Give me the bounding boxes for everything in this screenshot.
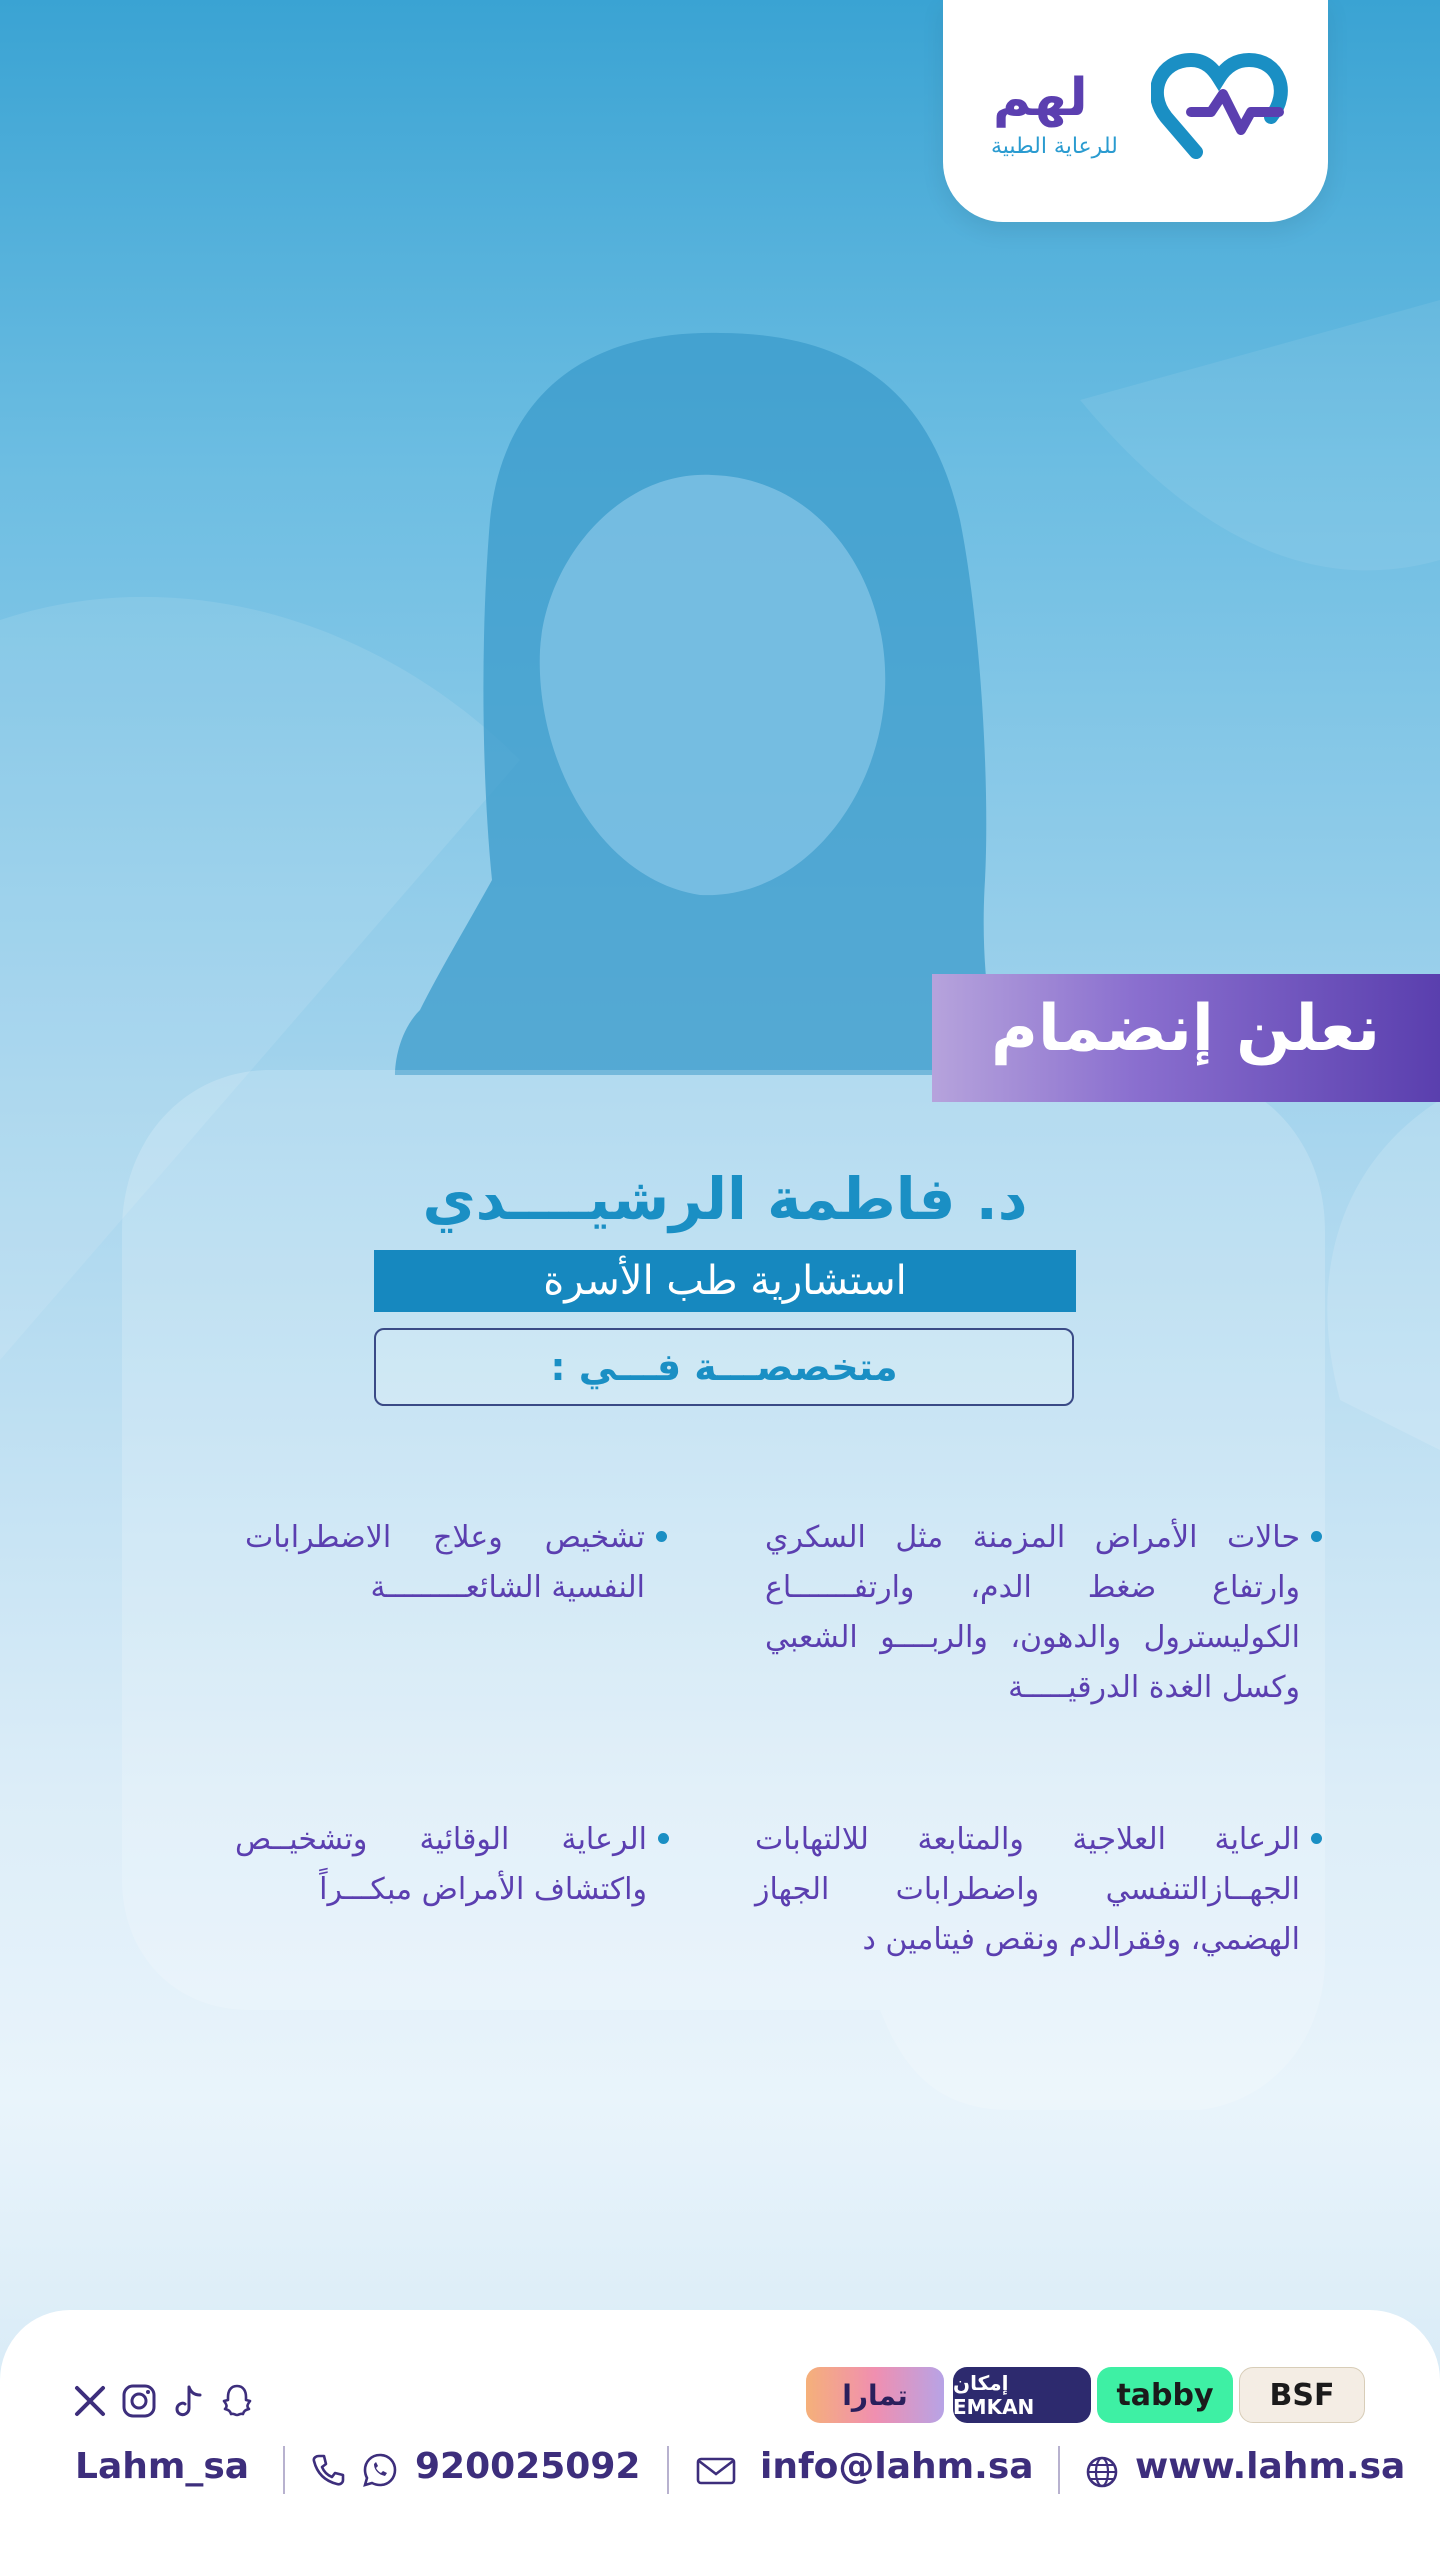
social-handle[interactable]: Lahm_sa	[75, 2446, 250, 2487]
bullet-dot	[1311, 1833, 1322, 1844]
bullet-dot	[658, 1833, 669, 1844]
bsf-label: BSF	[1269, 2377, 1335, 2413]
specialties-label: متخصصـــة فـــي :	[550, 1345, 898, 1389]
logo-tagline: للرعاية الطبية	[991, 134, 1118, 159]
phone-number[interactable]: 920025092	[415, 2446, 641, 2487]
logo-card	[943, 0, 1328, 222]
x-icon[interactable]	[71, 2382, 109, 2420]
heart-pulse-icon	[1151, 52, 1291, 162]
snapchat-icon[interactable]	[218, 2382, 256, 2420]
specialty-item	[755, 1815, 1300, 1965]
logo-name: لهم	[993, 68, 1088, 128]
specialty-text: الرعاية العلاجية والمتابعة للالتهابات الجهــازالتنفسي واضطرابات الجهاز الهضمي، وفقرالدم ونقص فيتامين د	[755, 1822, 1300, 1957]
specialty-item	[245, 1513, 645, 1613]
tamara-label: تمارا	[842, 2378, 908, 2412]
tabby-label: tabby	[1116, 2377, 1214, 2413]
whatsapp-icon	[362, 2452, 398, 2488]
divider	[283, 2446, 285, 2494]
bullet-dot	[1311, 1531, 1322, 1542]
specialty-item	[765, 1513, 1300, 1713]
globe-icon	[1085, 2455, 1119, 2489]
tamara-badge	[806, 2367, 944, 2423]
divider	[1058, 2446, 1060, 2494]
doctor-name: د. فاطمة الرشيــــدي	[422, 1165, 1028, 1233]
bsf-badge	[1239, 2367, 1365, 2423]
specialty-text: الرعاية الوقائية وتشخيــص واكتشاف الأمراض مبكـــراً	[235, 1822, 647, 1907]
emkan-badge	[953, 2367, 1091, 2423]
specialty-text: حالات الأمراض المزمنة مثل السكري وارتفاع ضغط الدم، وارتفـــــــاع الكوليسترول والدهون، والربــــو الشعبي وكسل الغدة الدرقيـــــة	[765, 1520, 1300, 1705]
tiktok-icon[interactable]	[169, 2382, 207, 2420]
specialty-text: تشخيص وعلاج الاضطرابات النفسية الشائعـــــــــة	[245, 1520, 645, 1605]
doctor-title: استشارية طب الأسرة	[374, 1250, 1076, 1312]
emkan-label: إمكان EMKAN	[953, 2371, 1035, 2419]
instagram-icon[interactable]	[120, 2382, 158, 2420]
website-url[interactable]: www.lahm.sa	[1135, 2446, 1406, 2487]
announcement-text: نعلن إنضمام	[990, 992, 1380, 1066]
divider	[667, 2446, 669, 2494]
email-address[interactable]: info@lahm.sa	[760, 2446, 1034, 2487]
bullet-dot	[656, 1531, 667, 1542]
specialties-label-box	[374, 1328, 1074, 1406]
specialty-item	[235, 1815, 647, 1915]
phone-icon	[310, 2452, 346, 2488]
email-icon	[696, 2456, 736, 2486]
footer	[0, 2310, 1440, 2560]
tabby-badge	[1097, 2367, 1233, 2423]
announcement-banner	[932, 974, 1440, 1102]
